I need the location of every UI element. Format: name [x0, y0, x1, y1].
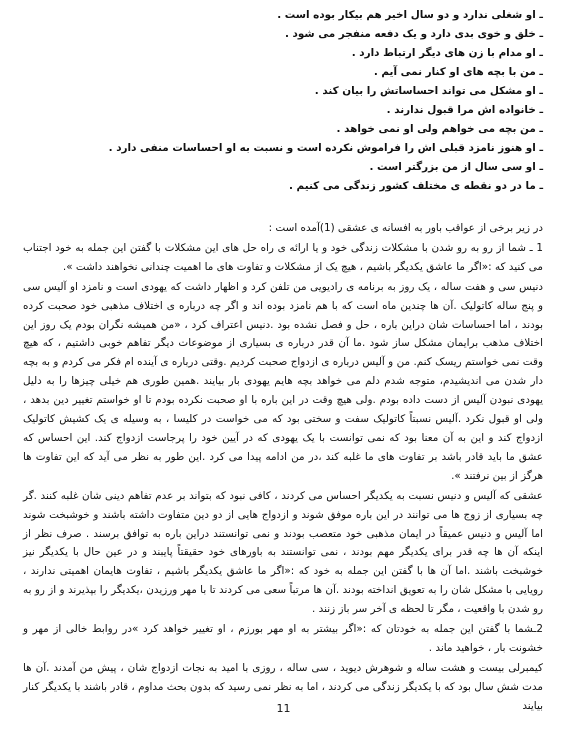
list-item: ـ او شغلی ندارد و دو سال اخیر هم بیکار بوده است .	[277, 9, 543, 21]
list-item: ـ او مدام با زن های دیگر ارتباط دارد .	[351, 47, 543, 59]
list-item: ـ خلق و خوی بدی دارد و یک دفعه منفجر می شود .	[284, 28, 543, 40]
paragraph: دنیس سی و هفت ساله ، یک روز به برنامه ی رادیویی من تلفن کرد و اظهار داشت که یهودی است و نامزد او آلیس سی و پنج ساله کاتولیک .آن ها چندین ماه است که با هم نامزد بوده اند و اگر چه درباره ی اختلاف مذهبی خود صحبت کرده بودند ، اما احساسات شان دراین باره ، حل و فصل نشده بود .دنیس اعتراف کرد ، «من همیشه نگران بودم یک روز این اختلاف مذهب برایمان مشکل ساز شود .ما آن قدر درباره ی بسیاری از موضوعات دیگر تفاهم خوبی داشتیم ، که هیچ وقت نمی خواستم ریسک کنم. من و آلیس درباره ی ازدواج صحبت کردیم .وقتی درباره ی آینده ام فکر می کردم و به بچه دار شدن می اندیشیدم، متوجه شدم دلم می خواهد بچه هایم یهودی بار بیایند .همین طوری هم خیلی چیزها را به دلیل یهودی نبودن آلیس از دست داده بودم .ولی هیچ وقت در این باره با او صحبت نکرده بودم تا او خواستم تغییر دین بدهد ، ولی او قبول نکرد .آلیس نسبتاً کاتولیک سفت و سختی بود که می خواست در کلیسا ، به وسیله ی یک کشیش کاتولیک ازدواج کند و این به آن معنا بود که نمی توانست با یک یهودی که در آیین خود را پرجاست ازدواج کند. این احساس که عشق ما باید قادر باشد بر تفاوت های ما غلبه کند ،در من ادامه پیدا می کرد .این طور به نظر می آید که این تفاوت ها هرگز از بین نرفتند ».	[23, 280, 543, 482]
list-item: ـ ما در دو نقطه ی مختلف کشور زندگی می کنیم .	[288, 180, 543, 192]
paragraph: 2ـشما با گفتن این جمله به خودتان که :«اگر بیشتر به او مهر بورزم ، او تغییر خواهد کرد »در روابط خالی از مهر و خشونت بار ، خواهید ماند .	[23, 623, 543, 654]
list-item: ـ من با بچه های او کنار نمی آیم .	[373, 66, 543, 78]
list-item: ـ او هنوز نامزد قبلی اش را فراموش نکرده است و نسبت به او احساسات منفی دارد .	[108, 142, 543, 154]
list-item: ـ او مشکل می تواند احساساتش را بیان کند .	[314, 85, 543, 97]
page-number: 11	[276, 702, 291, 715]
list-item: ـ خانواده اش مرا قبول ندارند .	[386, 104, 543, 116]
list-item: ـ من بچه می خواهم ولی او نمی خواهد .	[336, 123, 543, 135]
paragraph: 1 ـ شما از رو به رو شدن با مشکلات زندگی خود و یا ارائه ی راه حل های این مشکلات با گفتن این جمله به خود اجتناب می کنید که :«اگر ما عاشق یکدیگر باشیم ، هیچ یک از مشکلات و تفاوت های ما اهمیت چندانی نخواهند داشت ».	[23, 241, 543, 273]
body-text	[23, 219, 543, 717]
list-item: ـ او سی سال از من بزرگتر است .	[369, 161, 543, 173]
bullet-list	[23, 6, 543, 196]
intro-line: در زیر برخی از عواقب باور به افسانه ی عشقی (1)آمده است :	[268, 222, 543, 234]
paragraph: عشقی که آلیس و دنیس نسبت به یکدیگر احساس می کردند ، کافی نبود که بتواند بر عدم تفاهم دینی شان غلبه کنند .گر چه بسیاری از زوج ها می توانند در این باره موفق شوند و ازدواج هایی از دو دین متفاوت داشته باشند و خوشبخت شوند اما آلیس و دنیس عمیقاً در ایمان مذهبی خود متعصب بودند و نمی توانستند دراین باره به توافق برسند . صرف نظر از اینکه آن ها چه قدر برای یکدیگر مهم بودند ، نمی توانستند به باورهای خود حقیقتاً پایبند و در عین حال با یکدیگر نیز خوشبخت باشند .اما آن ها با گفتن این جمله به خود که :«اگر ما عاشق یکدیگر باشیم ، تفاوت هایمان اهمیتی ندارند ، رویایی با مشکل شان را به تعویق انداخته بودند .آن ها مرتباً سعی می کردند تا با مهر ورزیدن ،یکدیگر را بپذیرند و از رو به رو شدن با واقعیت ، مگر تا لحظه ی آخر سر باز زنند .	[23, 489, 543, 616]
paragraph: کیمبرلی بیست و هشت ساله و شوهرش دیوید ، سی ساله ، روزی با امید به نجات ازدواج شان ، پیش من آمدند .آن ها مدت شش سال بود که با یکدیگر زندگی می کردند ، اما به نظر نمی رسید که بدون بحث مداوم ، قادر باشند با یکدیگر کنار بیایند	[23, 661, 543, 712]
